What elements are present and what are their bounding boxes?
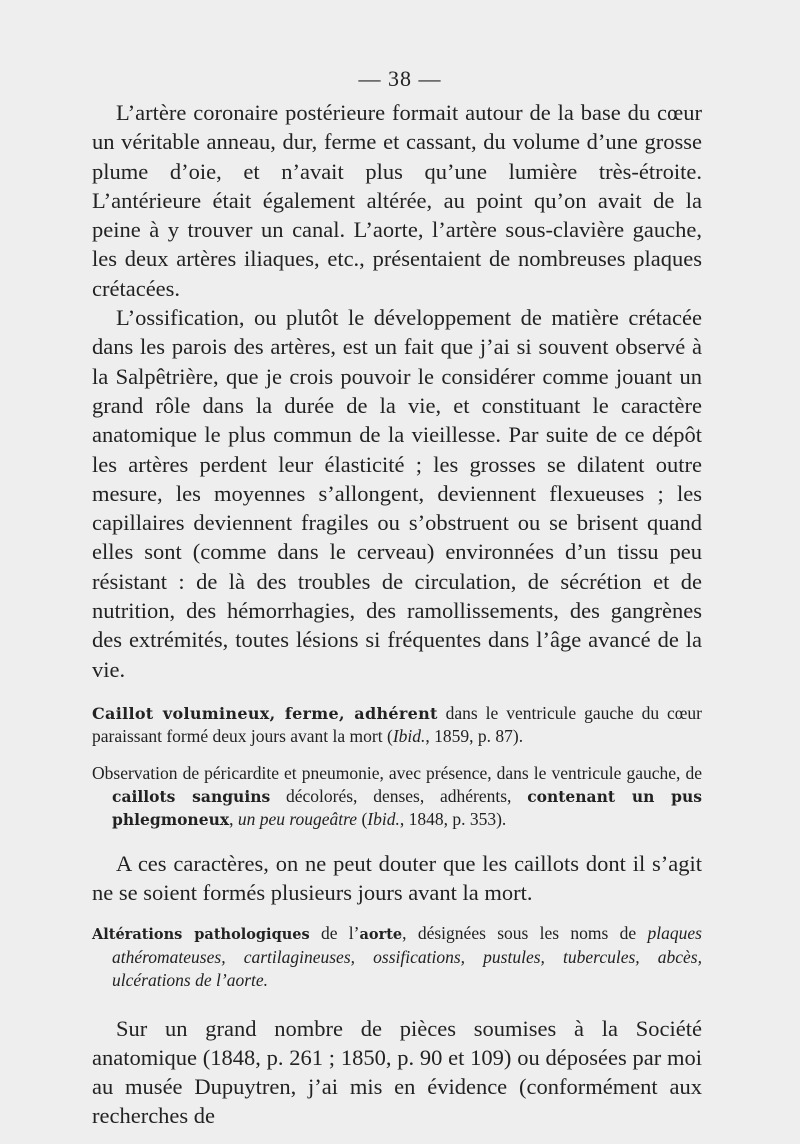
note-caillot-text: dans le ventricule gauche du cœur paraissant formé deux jours avant la mort (	[92, 702, 702, 746]
paragraph-coronary-artery: L’artère coronaire postérieure formait autour de la base du cœur un véritable anneau, dur, ferme et cassant, du volume d’une grosse plume d’oie, et n’avait plus qu’une lumière très-étroite. L’antérieure était également altérée, au point qu’on avait de la peine à y trouver un canal. L’aorte, l’artère sous-clavière gauche, les deux artères iliaques, etc., présentaient de nombreuses plaques crétacées.	[92, 100, 702, 301]
note-alterations	[92, 922, 702, 992]
note-alterations-bold1: Altérations pathologiques	[92, 925, 310, 943]
note-pericardite-text3: ,	[229, 808, 238, 829]
paragraph-caracteres: A ces caractères, on ne peut douter que les caillots dont il s’agit ne se soient formés plusieurs jours avant la mort.	[92, 850, 702, 906]
note-pericardite-ibid: Ibid.	[367, 808, 400, 829]
paragraph-ossification: L’ossification, ou plutôt le développement de matière crétacée dans les parois des artères, est un fait que j’ai si souvent observé à la Salpêtrière, que je crois pouvoir le considérer comme jouant un grand rôle dans la durée de la vie, et constituant le caractère anatomique le plus commun de la vieillesse. Par suite de ce dépôt les artères perdent leur élasticité ; les grosses se dilatent outre mesure, les moyennes s’allongent, deviennent flexueuses ; les capillaires deviennent fragiles ou s’obstruent ou se brisent quand elles sont (comme dans le cerveau) environnées d’un tissu peu résistant : de là des troubles de circulation, de sécrétion et de nutrition, des hémorrhagies, des ramollissements, des gangrènes des extrémités, toutes lésions si fréquentes dans l’âge avancé de la vie.	[92, 305, 702, 682]
page-body	[92, 98, 702, 1131]
note-pericardite-ref: , 1848, p. 353).	[399, 808, 507, 829]
note-pericardite-bold1: caillots sanguins	[112, 786, 271, 806]
note-alterations-italic: plaques athéromateuses, cartilagineuses, ossifications, pustules, tubercules, abcès, ulcérations de l’aorte.	[112, 922, 702, 990]
note-pericardite-text2: décolorés, denses, adhérents,	[270, 785, 528, 806]
note-caillot	[92, 702, 702, 748]
note-pericardite	[92, 762, 702, 831]
note-caillot-ref: , 1859, p. 87).	[425, 725, 524, 746]
note-alterations-bold2: aorte	[359, 925, 403, 943]
note-caillot-bold: Caillot volumineux, ferme, adhérent	[92, 703, 438, 723]
page-number: — 38 —	[358, 66, 442, 91]
note-alterations-text2: , désignées sous les noms de	[402, 922, 648, 943]
note-pericardite-bold2: contenant un pus phlegmoneux	[112, 786, 702, 829]
note-alterations-text1: de l’	[309, 922, 360, 943]
note-caillot-ibid: Ibid.	[392, 725, 426, 746]
note-pericardite-italic: un peu rougeâtre	[237, 808, 358, 829]
note-pericardite-text4: (	[357, 808, 368, 829]
note-pericardite-text1: Observation de péricardite et pneumonie, avec présence, dans le ventricule gauche, de	[92, 762, 702, 783]
paragraph-societe-anatomique: Sur un grand nombre de pièces soumises à la Société anatomique (1848, p. 261 ; 1850, p. 90 et 109) ou déposées par moi au musée Dupuytren, j’ai mis en évidence (conformément aux recherches de	[92, 1015, 702, 1129]
